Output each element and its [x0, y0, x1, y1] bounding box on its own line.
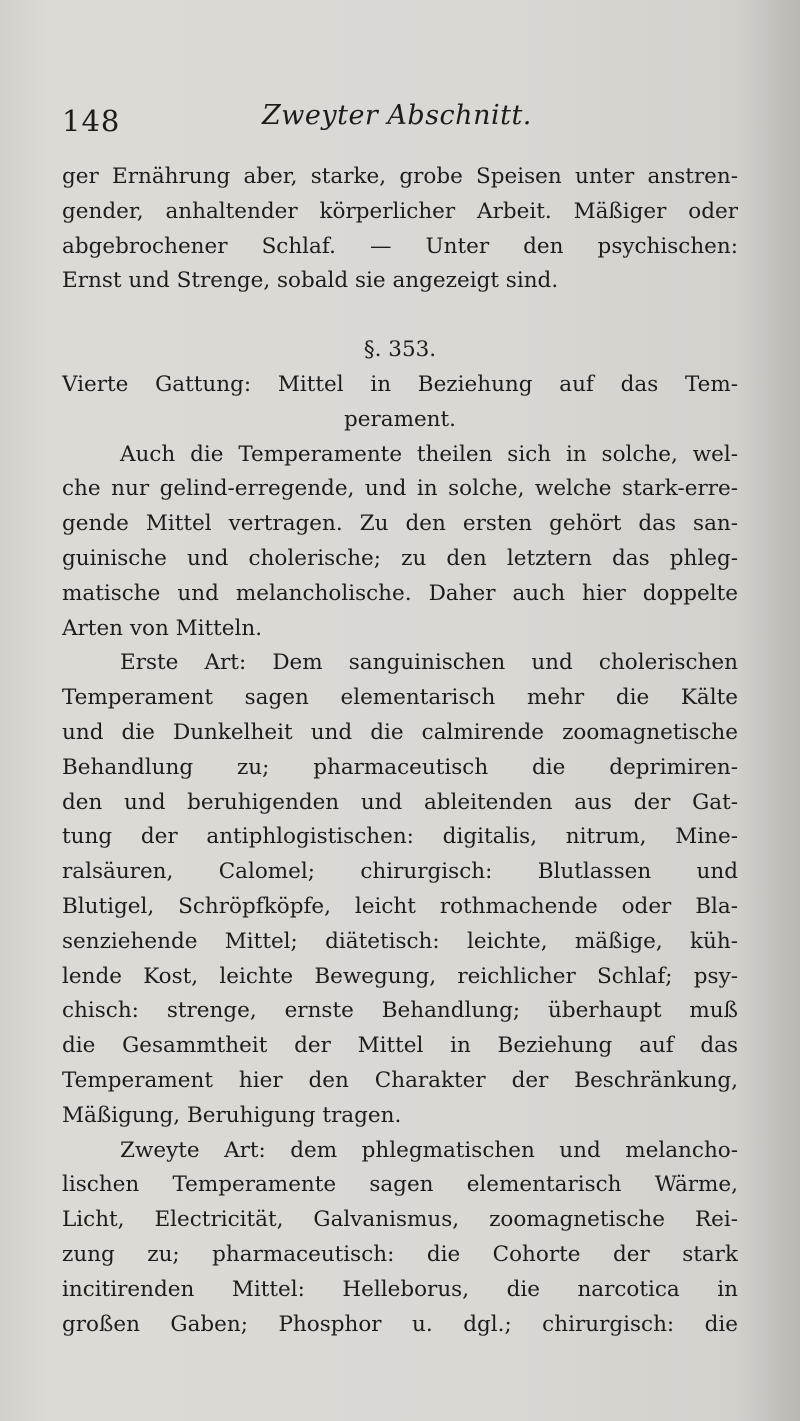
text-line: gende Mittel vertragen. Zu den ersten gehört das san- [62, 511, 738, 537]
section-heading: Vierte Gattung: Mittel in Beziehung auf das Tem- [62, 371, 738, 397]
text-line: senziehende Mittel; diätetisch: leichte, mäßige, küh- [62, 928, 738, 954]
text-line: tung der antiphlogistischen: digitalis, nitrum, Mine- [62, 824, 738, 850]
text-line: Erste Art: Dem sanguinischen und cholerischen [120, 650, 738, 676]
text-line: zung zu; pharmaceutisch: die Cohorte der stark [62, 1241, 738, 1267]
page-number: 148 [62, 104, 121, 138]
text-line: lende Kost, leichte Bewegung, reichlicher Schlaf; psy- [62, 963, 738, 989]
text-line: Arten von Mitteln. [62, 615, 263, 641]
text-line: den und beruhigenden und ableitenden aus der Gat- [62, 789, 738, 815]
section-number: §. 353. [363, 337, 437, 363]
body-text [62, 160, 738, 1342]
text-line: Temperament hier den Charakter der Beschränkung, [62, 1067, 738, 1093]
text-line: che nur gelind-erregende, und in solche, welche stark-erre- [62, 476, 738, 502]
text-line: Behandlung zu; pharmaceutisch die deprimiren- [62, 754, 738, 780]
text-line: Auch die Temperamente theilen sich in solche, wel- [120, 441, 738, 467]
section-heading-continued: perament. [343, 406, 456, 432]
text-line: chisch: strenge, ernste Behandlung; überhaupt muß [62, 998, 738, 1024]
text-line: Temperament sagen elementarisch mehr die Kälte [62, 685, 738, 711]
text-line: Mäßigung, Beruhigung tragen. [62, 1102, 402, 1128]
text-line: großen Gaben; Phosphor u. dgl.; chirurgisch: die [62, 1311, 738, 1337]
text-line: Blutigel, Schröpfköpfe, leicht rothmachende oder Bla- [62, 893, 738, 919]
text-line: gender, anhaltender körperlicher Arbeit. Mäßiger oder [62, 198, 738, 224]
text-line: ralsäuren, Calomel; chirurgisch: Blutlassen und [62, 859, 738, 885]
paragraph-gap [62, 299, 738, 333]
text-line: matische und melancholische. Daher auch hier doppelte [62, 580, 738, 606]
running-head: Zweyter Abschnitt. [262, 100, 532, 131]
text-line: die Gesammtheit der Mittel in Beziehung auf das [62, 1033, 738, 1059]
text-line: abgebrochener Schlaf. — Unter den psychischen: [62, 233, 738, 259]
text-line: und die Dunkelheit und die calmirende zoomagnetische [62, 719, 738, 745]
text-line: Zweyte Art: dem phlegmatischen und melancho- [120, 1137, 738, 1163]
page-header [62, 100, 738, 144]
text-line: ger Ernährung aber, starke, grobe Speisen unter anstren- [62, 164, 738, 189]
text-line: guinische und cholerische; zu den letztern das phleg- [62, 545, 738, 571]
text-line: Ernst und Strenge, sobald sie angezeigt sind. [62, 268, 559, 294]
text-line: Licht, Electricität, Galvanismus, zoomagnetische Rei- [62, 1207, 738, 1233]
text-line: incitirenden Mittel: Helleborus, die narcotica in [62, 1276, 738, 1302]
text-line: lischen Temperamente sagen elementarisch Wärme, [62, 1172, 738, 1198]
